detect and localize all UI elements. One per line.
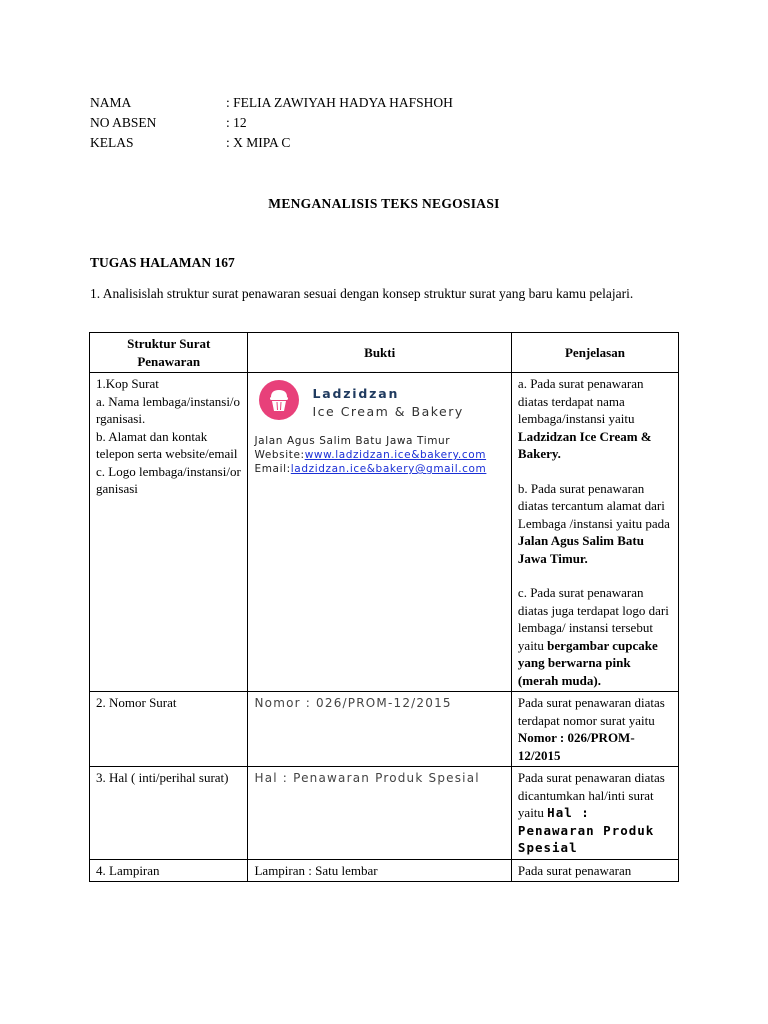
address-text: Jalan Agus Salim Batu Jawa Timur xyxy=(254,435,451,447)
struktur-cell: 4. Lampiran xyxy=(90,859,248,882)
penjelasan-text: Pada surat penawaran diatas terdapat nomor surat yaitu xyxy=(517,695,665,728)
hal-text: Hal : Penawaran Produk Spesial xyxy=(254,771,480,785)
struktur-item-c: c. Logo lembaga/instansi/organisasi xyxy=(96,463,241,496)
struktur-title: 1.Kop Surat xyxy=(96,376,159,391)
penjelasan-c-text: c. Pada surat penawaran diatas juga terdapat logo dari lembaga/ instansi tersebut yaitu xyxy=(517,585,669,653)
penjelasan-cell xyxy=(511,692,678,767)
table-row xyxy=(90,373,679,692)
kelas-label: KELAS xyxy=(90,135,134,150)
penjelasan-cell xyxy=(511,373,678,692)
nomor-text: Nomor : 026/PROM-12/2015 xyxy=(254,696,452,710)
brand-tagline: Ice Cream & Bakery xyxy=(312,404,464,419)
penjelasan-cell xyxy=(511,767,678,860)
table-row xyxy=(90,767,679,860)
bukti-cell xyxy=(248,767,511,860)
task-instruction: 1. Analisislah struktur surat penawaran sesuai dengan konsep struktur surat yang baru kamu pelajari. xyxy=(90,286,634,301)
kelas-value: : X MIPA C xyxy=(226,135,291,150)
task-subtitle: TUGAS HALAMAN 167 xyxy=(90,255,235,270)
cupcake-icon xyxy=(259,380,299,420)
struktur-cell: 2. Nomor Surat xyxy=(90,692,248,767)
struktur-item-b: b. Alamat dan kontak telepon serta website/email xyxy=(96,428,238,461)
absen-label: NO ABSEN xyxy=(90,115,157,130)
penjelasan-cell: Pada surat penawaran xyxy=(511,859,678,882)
letterhead-logo xyxy=(254,378,504,430)
table-header-row xyxy=(90,333,679,373)
header-bukti: Bukti xyxy=(248,333,511,373)
bukti-cell: Lampiran : Satu lembar xyxy=(248,859,511,882)
header-penjelasan: Penjelasan xyxy=(511,333,678,373)
name-label: NAMA xyxy=(90,95,132,110)
penjelasan-a-bold: Ladzidzan Ice Cream & Bakery. xyxy=(517,428,652,461)
penjelasan-b-text: b. Pada surat penawaran diatas tercantum alamat dari Lembaga /instansi yaitu pada xyxy=(517,480,670,531)
penjelasan-c-bold: bergambar cupcake yang berwarna pink (merah muda). xyxy=(517,637,658,688)
website-label: Website: xyxy=(254,449,305,461)
contact-block xyxy=(254,434,504,476)
penjelasan-bold: Hal : Penawaran Produk Spesial xyxy=(517,805,655,855)
website-link[interactable]: www.ladzidzan.ice&bakery.com xyxy=(304,449,487,461)
email-link[interactable]: ladzidzan.ice&bakery@gmail.com xyxy=(290,463,487,475)
struktur-cell: 3. Hal ( inti/perihal surat) xyxy=(90,767,248,860)
penjelasan-a-text: a. Pada surat penawaran diatas terdapat nama lembaga/instansi yaitu xyxy=(517,376,644,426)
website-line xyxy=(254,448,504,462)
penjelasan-c xyxy=(518,584,672,689)
email-label: Email: xyxy=(254,463,291,475)
header-struktur: Struktur Surat Penawaran xyxy=(90,333,248,373)
table-row xyxy=(90,692,679,767)
struktur-item-a: a. Nama lembaga/instansi/organisasi. xyxy=(96,393,241,426)
penjelasan-a xyxy=(518,375,672,463)
brand-name: Ladzidzan xyxy=(312,386,400,401)
penjelasan-b-bold: Jalan Agus Salim Batu Jawa Timur. xyxy=(517,533,644,566)
penjelasan-text: Pada surat penawaran diatas dicantumkan hal/inti surat yaitu xyxy=(517,770,665,820)
email-line xyxy=(254,462,504,476)
bukti-cell xyxy=(248,373,511,692)
document-title: MENGANALISIS TEKS NEGOSIASI xyxy=(268,196,500,211)
bukti-cell xyxy=(248,692,511,767)
name-value: : FELIA ZAWIYAH HADYA HAFSHOH xyxy=(226,95,453,110)
penjelasan-bold: Nomor : 026/PROM-12/2015 xyxy=(517,730,635,763)
table-row xyxy=(90,859,679,882)
penjelasan-b xyxy=(518,480,672,568)
analysis-table xyxy=(89,332,679,882)
absen-value: : 12 xyxy=(226,115,247,130)
struktur-cell xyxy=(90,373,248,692)
